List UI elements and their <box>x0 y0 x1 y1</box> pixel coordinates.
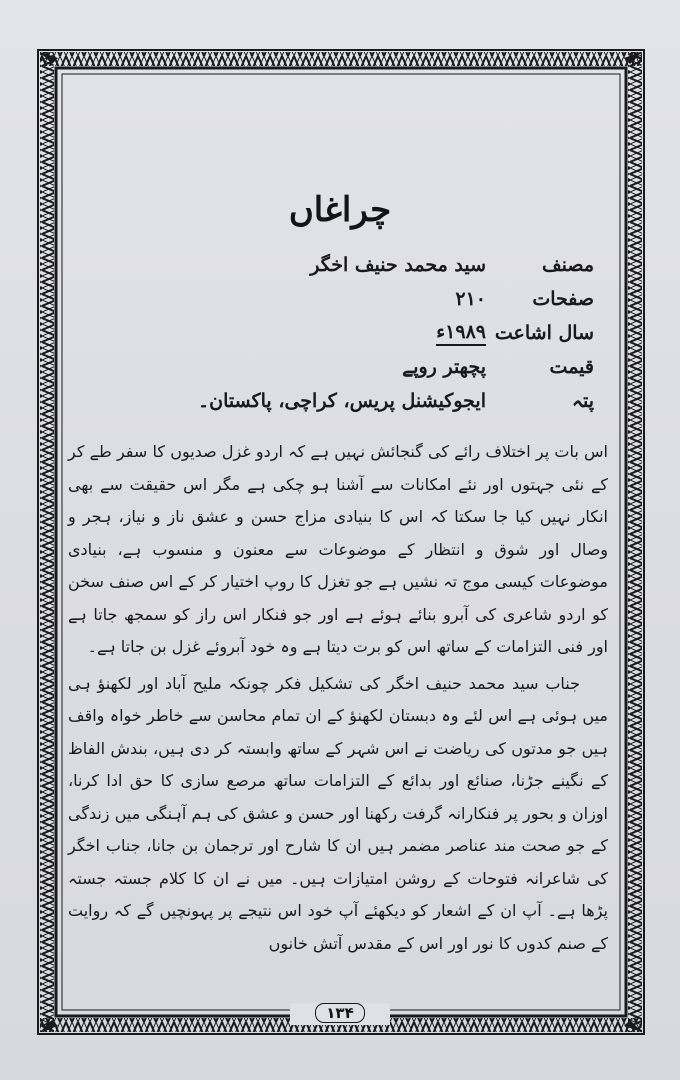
meta-row-address <box>72 384 608 418</box>
meta-row-year <box>72 316 608 350</box>
paragraph: اس بات پر اختلاف رائے کی گنجائش نہیں ہے کہ اردو غزل صدیوں کا سفر طے کر کے نئی جہتوں اور نئے امکانات سے آشنا ہو چکی ہے مگر اس حقیقت سے بھی انکار نہیں کیا جا سکتا کہ اس کا بنیادی مزاج حسن و عشق ناز و نیاز، ہجر و وصال اور شوق و انتظار کے موضوعات سے معنون و منسوب ہے، بنیادی موضوعات کیسی موج تہ نشیں ہے جو تغزل کا روپ اختیار کر کے اس صنف سخن کو اردو شاعری کی آبرو بنائے ہوئے ہے اور جو فنکار اس راز کو سمجھ جاتا ہے اور فنی التزامات کے ساتھ اس کو برت دیتا ہے وہ خود آبروئے غزل بن جاتا ہے۔ <box>68 442 608 656</box>
meta-row-author <box>72 248 608 282</box>
meta-label: سال اشاعت <box>494 322 594 344</box>
meta-label: صفحات <box>532 288 594 310</box>
page-number <box>290 1003 390 1025</box>
book-title: چراغاں <box>288 190 392 230</box>
meta-value: ایجوکیشنل پریس، کراچی، پاکستان۔ <box>198 390 486 412</box>
meta-row-pages <box>72 282 608 316</box>
meta-value: سید محمد حنیف اخگر <box>310 254 486 276</box>
book-metadata <box>72 248 608 418</box>
meta-row-price <box>72 350 608 384</box>
meta-label: پتہ <box>571 390 594 412</box>
meta-label: مصنف <box>541 254 594 276</box>
body-text <box>68 436 608 964</box>
page-content <box>68 72 608 1032</box>
page-number-label: ۱۳۴ <box>315 1003 364 1023</box>
meta-value: پچھتر روپے <box>402 356 486 378</box>
meta-value: ۲۱۰ <box>455 288 486 310</box>
paragraph: جناب سید محمد حنیف اخگر کی تشکیل فکر چونکہ ملیح آباد اور لکھنؤ ہی میں ہوئی ہے اس لئے وہ دبستان لکھنؤ کے ان تمام محاسن سے خاطر خواہ واقف ہیں جو مدتوں کی ریاضت نے اس شہر کے ساتھ وابستہ کر دی ہیں، بندش الفاظ کے نگینے جڑنا، صنائع اور بدائع کے التزامات ساتھ مرصع سازی کا حق ادا کرنا، اوزان و بحور پر فنکارانہ گرفت رکھنا اور حسن و عشق کی ہم آہنگی میں زندگی کے جو صحت مند عناصر مضمر ہیں ان کا شارح اور ترجمان بن جانا، جناب اخگر کی شاعرانہ فتوحات کے روشن امتیازات ہیں۔ میں نے ان کا کلام جستہ جستہ پڑھا ہے۔ آپ ان کے اشعار کو دیکھئے آپ خود اس نتیجے پر پہونچیں گے کہ روایت کے صنم کدوں کا نور اور اس کے مقدس آتش خانوں <box>68 673 608 953</box>
meta-label: قیمت <box>549 356 594 378</box>
meta-value: ۱۹۸۹ء <box>436 321 486 346</box>
